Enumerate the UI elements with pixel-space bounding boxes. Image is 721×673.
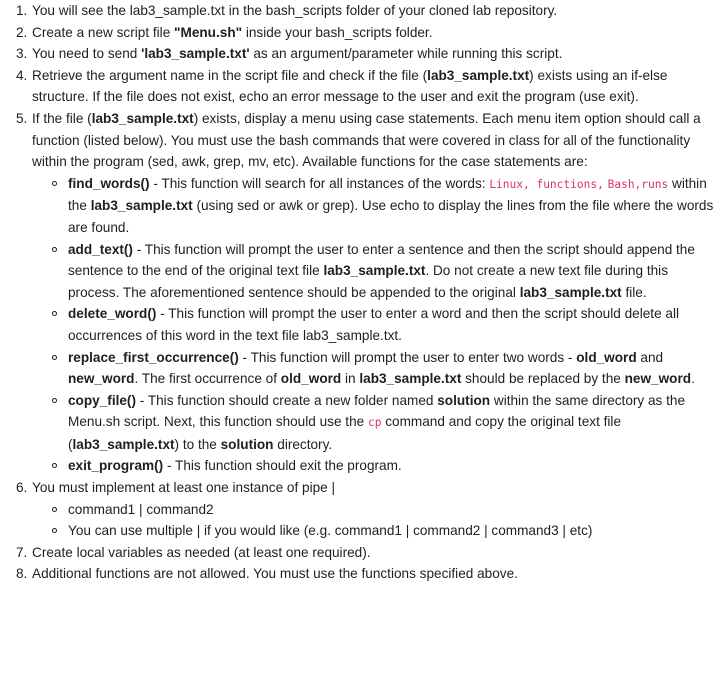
- function-item-find-words: find_words() - This function will search for all instances of the words: Linux, functions, Bash,runs within the lab3_sample.txt (using sed or awk or grep). Use echo to display the lines from the file where the words are found.: [68, 173, 715, 239]
- item-number: 7.: [16, 544, 28, 560]
- bullet-icon: [52, 507, 57, 512]
- item-number: 8.: [16, 566, 28, 582]
- bullet-icon: [52, 528, 57, 533]
- function-item-copy-file: copy_file() - This function should create a new folder named solution within the same directory as the Menu.sh script. Next, this function should use the cp command and copy the original text file (lab3_sample.txt) to the solution directory.: [68, 390, 715, 456]
- list-item: 2. Create a new script file "Menu.sh" inside your bash_scripts folder.: [32, 22, 715, 44]
- list-item: 8. Additional functions are not allowed. You must use the functions specified above.: [32, 563, 715, 585]
- list-item: 7. Create local variables as needed (at least one required).: [32, 542, 715, 564]
- bullet-icon: [52, 355, 57, 360]
- item-number: 1.: [16, 3, 28, 18]
- bullet-icon: [52, 181, 57, 186]
- item-number: 5.: [16, 110, 28, 126]
- pipe-list: [32, 499, 715, 542]
- pipe-item: You can use multiple | if you would like (e.g. command1 | command2 | command3 | etc): [68, 520, 715, 542]
- function-item-replace-first-occurrence: replace_first_occurrence() - This function will prompt the user to enter two words - old_word and new_word. The first occurrence of old_word in lab3_sample.txt should be replaced by the new_word.: [68, 347, 715, 390]
- bullet-icon: [52, 463, 57, 468]
- bullet-icon: [52, 247, 57, 252]
- list-item: 5. If the file (lab3_sample.txt) exists, display a menu using case statements. Each menu item option should call a function (listed below). You must use the bash commands that were covered in class for all of the functionality within the program (sed, awk, grep, mv, etc). Available functions for the case statements are: find_words() - This function will search for all instances of the words: Linux, functions, Bash,runs within the lab3_sample.txt (using sed or awk or grep). Use echo to display the lines from the file where the words are found. add_text() - This function will prompt the user to enter a sentence and then the script should append the sentence to the end of the original text file lab3_sample.txt. Do not create a new text file during this process. The aforementioned sentence should be appended to the original lab3_sample.txt file. delete_word() - This function will prompt the user to enter a word and then the script should delete all occurrences of this word in the text file lab3_sample.txt. replace_first_occurrence() - This function will prompt the user to enter two words - old_word and new_word. The first occurrence of old_word in lab3_sample.txt should be replaced by the new_word. copy_file() - This function should create a new folder named solution within the same directory as the Menu.sh script. Next, this function should use the cp command and copy the original text file (lab3_sample.txt) to the solution directory. exit_program() - This function should exit the program.: [32, 108, 715, 477]
- list-item: 6. You must implement at least one instance of pipe | command1 | command2 You can use multiple | if you would like (e.g. command1 | command2 | command3 | etc): [32, 477, 715, 542]
- function-item-delete-word: delete_word() - This function will prompt the user to enter a word and then the script should delete all occurrences of this word in the text file lab3_sample.txt.: [68, 303, 715, 346]
- item-number: 4.: [16, 67, 28, 83]
- function-item-add-text: add_text() - This function will prompt the user to enter a sentence and then the script should append the sentence to the end of the original text file lab3_sample.txt. Do not create a new text file during this process. The aforementioned sentence should be appended to the original lab3_sample.txt file.: [68, 239, 715, 304]
- list-item: 4. Retrieve the argument name in the script file and check if the file (lab3_sample.txt) exists using an if-else structure. If the file does not exist, echo an error message to the user and exit the program (use exit).: [32, 65, 715, 108]
- item-number: 6.: [16, 480, 28, 496]
- function-item-exit-program: exit_program() - This function should exit the program.: [68, 455, 715, 477]
- bullet-icon: [52, 398, 57, 403]
- item-number: 2.: [16, 24, 28, 40]
- pipe-item: command1 | command2: [68, 499, 715, 521]
- list-item: 1. You will see the lab3_sample.txt in the bash_scripts folder of your cloned lab repository.: [32, 0, 715, 22]
- function-list: [32, 173, 715, 477]
- item-number: 3.: [16, 46, 28, 62]
- bullet-icon: [52, 311, 57, 316]
- list-item: 3. You need to send 'lab3_sample.txt' as an argument/parameter while running this script.: [32, 43, 715, 65]
